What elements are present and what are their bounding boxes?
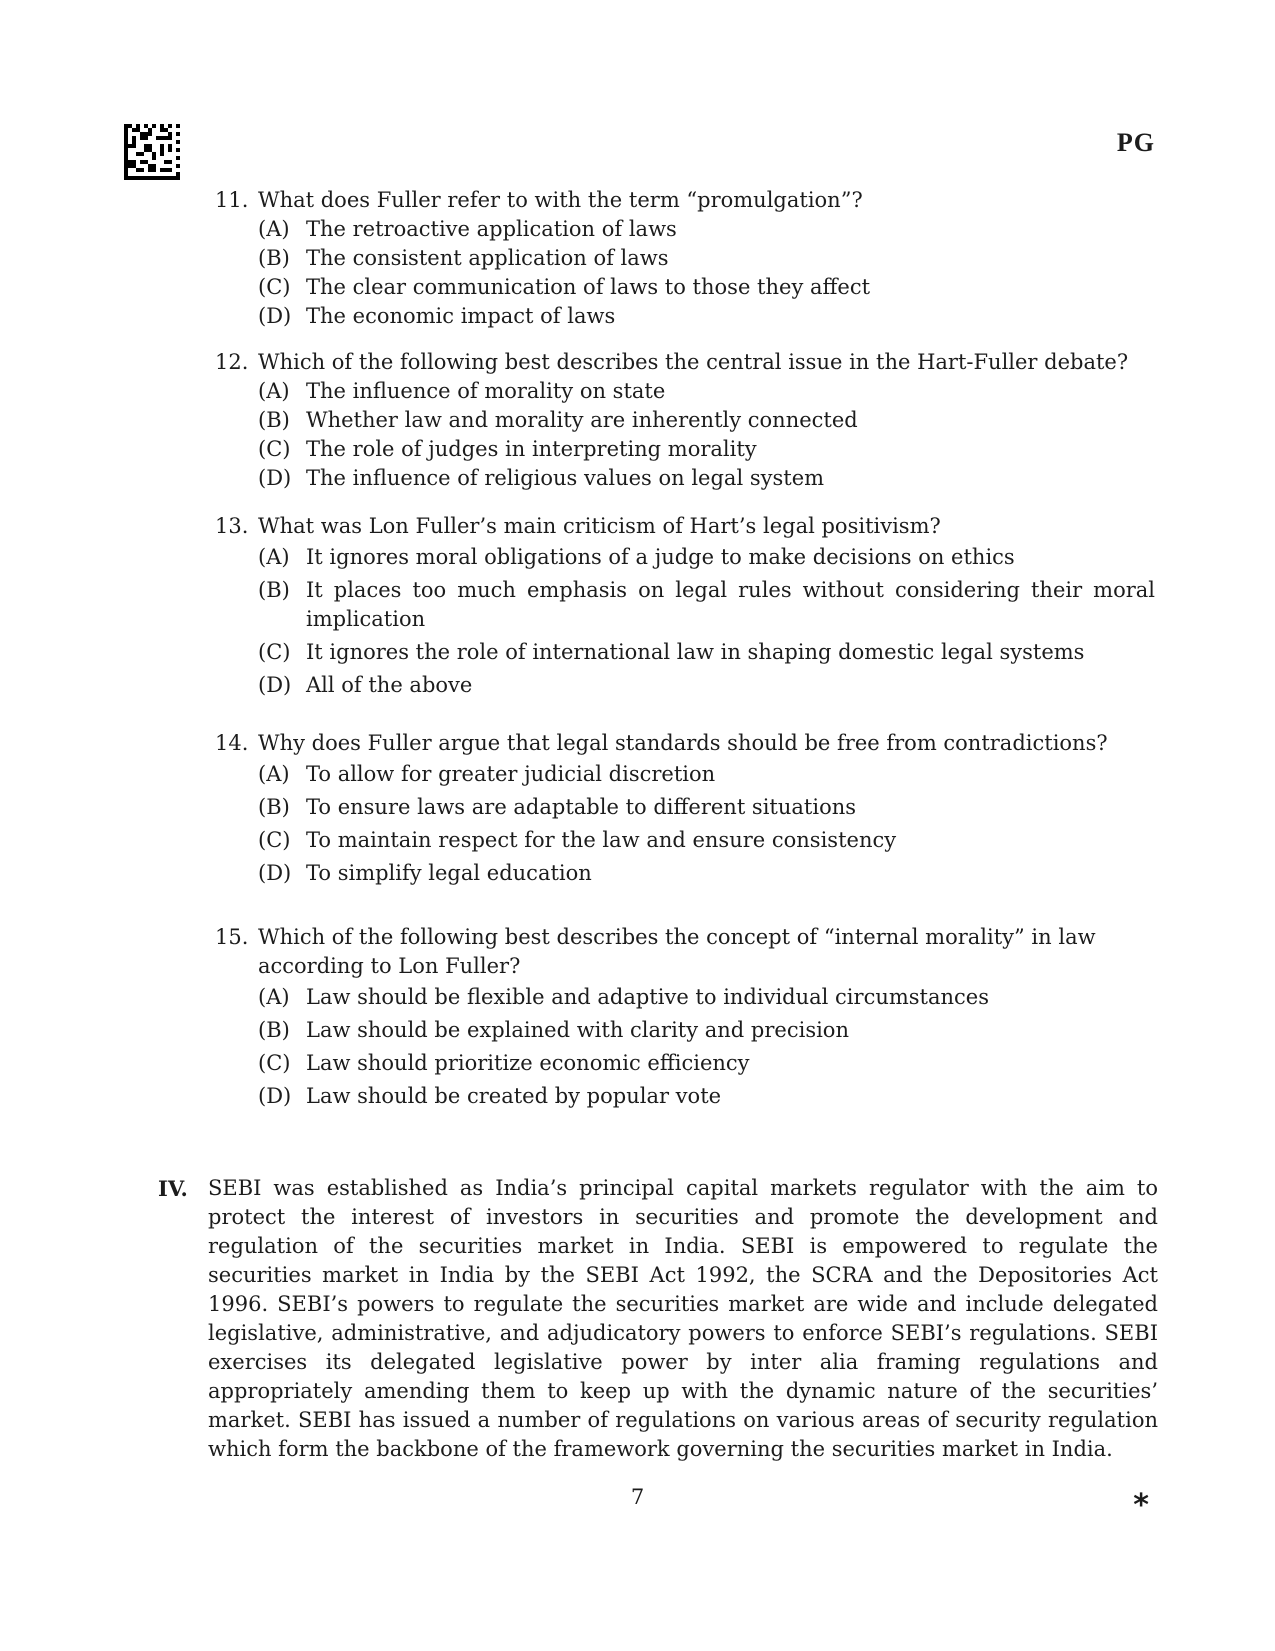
option-d — [258, 857, 1155, 890]
option-letter: (C) — [258, 828, 291, 852]
option-b — [258, 406, 1155, 435]
option-letter: (A) — [258, 545, 290, 569]
option-text: It ignores moral obligations of a judge to make decisions on ethics — [306, 545, 1015, 569]
option-text: The role of judges in interpreting morality — [306, 437, 757, 461]
question-text: What was Lon Fuller’s main criticism of Hart’s legal positivism? — [258, 514, 941, 538]
question-11 — [215, 186, 1155, 331]
option-text: The consistent application of laws — [306, 246, 669, 270]
question-13 — [215, 512, 1155, 702]
question-number: 13. — [215, 514, 249, 538]
option-letter: (C) — [258, 437, 291, 461]
question-text: Which of the following best describes the central issue in the Hart-Fuller debate? — [258, 350, 1129, 374]
option-c — [258, 1047, 1155, 1080]
option-letter: (A) — [258, 217, 290, 241]
question-number: 15. — [215, 925, 249, 949]
option-letter: (B) — [258, 408, 290, 432]
question-stem — [215, 348, 1155, 377]
option-letter: (D) — [258, 304, 292, 328]
option-letter: (D) — [258, 1084, 292, 1108]
option-text: Whether law and morality are inherently connected — [306, 408, 858, 432]
option-letter: (B) — [258, 795, 290, 819]
option-letter: (C) — [258, 640, 291, 664]
option-a — [258, 377, 1155, 406]
question-14 — [215, 729, 1155, 890]
question-stem — [215, 729, 1155, 758]
option-c — [258, 273, 1155, 302]
question-text: Why does Fuller argue that legal standards should be free from contradictions? — [258, 731, 1108, 755]
option-letter: (B) — [258, 578, 290, 602]
datamatrix-barcode — [124, 124, 180, 180]
question-12 — [215, 348, 1155, 493]
option-a — [258, 541, 1155, 574]
option-b — [258, 791, 1155, 824]
footer-star-mark: * — [1133, 1488, 1149, 1523]
section-iv — [158, 1174, 1158, 1464]
question-number: 11. — [215, 188, 249, 212]
option-text: Law should prioritize economic efficiency — [306, 1051, 750, 1075]
option-c — [258, 636, 1155, 669]
option-text: The influence of morality on state — [306, 379, 666, 403]
question-stem — [215, 923, 1155, 981]
option-text: The retroactive application of laws — [306, 217, 677, 241]
option-c — [258, 824, 1155, 857]
question-number: 12. — [215, 350, 249, 374]
option-text: The clear communication of laws to those they affect — [306, 275, 871, 299]
question-text: Which of the following best describes the concept of “internal morality” in law according to Lon Fuller? — [258, 925, 1096, 978]
option-b — [258, 1014, 1155, 1047]
option-letter: (A) — [258, 985, 290, 1009]
option-text: It ignores the role of international law in shaping domestic legal systems — [306, 640, 1085, 664]
option-a — [258, 981, 1155, 1014]
option-a — [258, 758, 1155, 791]
question-15 — [215, 923, 1155, 1113]
option-letter: (D) — [258, 466, 292, 490]
paper-code: PG — [1116, 128, 1155, 157]
option-text: Law should be explained with clarity and precision — [306, 1018, 849, 1042]
option-text: All of the above — [306, 673, 473, 697]
option-text: To allow for greater judicial discretion — [306, 762, 716, 786]
option-letter: (B) — [258, 246, 290, 270]
option-letter: (D) — [258, 673, 292, 697]
section-number: IV. — [158, 1176, 188, 1201]
option-text: To ensure laws are adaptable to different situations — [306, 795, 857, 819]
section-passage: SEBI was established as India’s principal capital markets regulator with the aim to protect the interest of investors in securities and promote the development and regulation of the securities market in India. SEBI is empowered to regulate the securities market in India by the SEBI Act 1992, the SCRA and the Depositories Act 1996. SEBI’s powers to regulate the securities market are wide and include delegated legislative, administrative, and adjudicatory powers to enforce SEBI’s regulations. SEBI exercises its delegated legislative power by inter alia framing regulations and appropriately amending them to keep up with the dynamic nature of the securities’ market. SEBI has issued a number of regulations on various areas of security regulation which form the backbone of the framework governing the securities market in India. — [208, 1176, 1158, 1461]
page-number: 7 — [630, 1485, 645, 1509]
option-b — [258, 574, 1155, 636]
option-letter: (A) — [258, 379, 290, 403]
option-letter: (C) — [258, 1051, 291, 1075]
option-text: Law should be flexible and adaptive to individual circumstances — [306, 985, 989, 1009]
option-text: It places too much emphasis on legal rules without considering their moral implication — [306, 578, 1155, 631]
option-d — [258, 1080, 1155, 1113]
option-text: To maintain respect for the law and ensure consistency — [306, 828, 897, 852]
option-letter: (D) — [258, 861, 292, 885]
question-number: 14. — [215, 731, 249, 755]
option-text: The economic impact of laws — [306, 304, 616, 328]
option-d — [258, 464, 1155, 493]
option-b — [258, 244, 1155, 273]
option-a — [258, 215, 1155, 244]
option-d — [258, 302, 1155, 331]
option-c — [258, 435, 1155, 464]
option-text: To simplify legal education — [306, 861, 592, 885]
question-text: What does Fuller refer to with the term “promulgation”? — [258, 188, 863, 212]
option-text: Law should be created by popular vote — [306, 1084, 722, 1108]
option-letter: (A) — [258, 762, 290, 786]
option-letter: (B) — [258, 1018, 290, 1042]
option-letter: (C) — [258, 275, 291, 299]
question-stem — [215, 512, 1155, 541]
option-d — [258, 669, 1155, 702]
option-text: The influence of religious values on legal system — [306, 466, 825, 490]
question-stem — [215, 186, 1155, 215]
